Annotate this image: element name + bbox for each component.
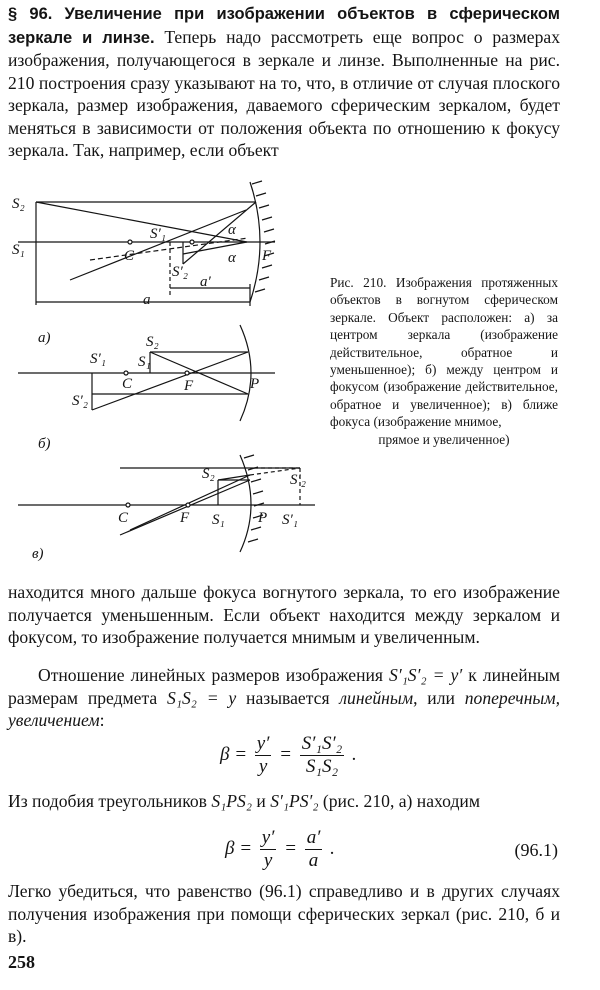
label-a-S2p: S′₂ <box>172 264 188 280</box>
label-a-alpha2: α <box>228 250 236 266</box>
figure-210 <box>0 180 330 575</box>
label-a-C: C <box>124 248 135 264</box>
p2-text-b: к линейным размерам предмета <box>8 665 561 708</box>
f1-end: . <box>352 743 357 765</box>
label-a-F: F <box>262 248 272 264</box>
label-c-S1p: S′₁ <box>282 512 298 528</box>
tag-b: б) <box>38 436 51 452</box>
f1-lhs: β = <box>220 743 248 765</box>
p2-text-a: Отношение линейных размеров изображения <box>38 665 383 685</box>
tag-c: в) <box>32 546 44 562</box>
label-a-S2: S₂ <box>12 196 25 212</box>
paragraph-1: находится много дальше фокуса вогнутого зеркала, то его изображение получается уменьшенным. Если объект находится между зеркалом и фокусом, то изображение получается мнимым и увеличенным. <box>8 582 560 647</box>
paragraph-4: Легко убедиться, что равенство (96.1) справедливо и в других случаях получения изображения при помощи сферических зеркал (рис. 210, б и в). <box>8 881 560 946</box>
equation-number: (96.1) <box>514 840 558 860</box>
tag-a: а) <box>38 330 51 346</box>
label-a-S1p: S′₁ <box>150 226 166 242</box>
label-b-F: F <box>184 378 194 394</box>
paragraph-3 <box>8 790 560 813</box>
p2-term-transverse: поперечным, увеличением <box>8 687 560 730</box>
f1-eq: = <box>279 743 292 765</box>
label-c-P: P <box>258 510 268 526</box>
formula-beta-1 <box>220 733 357 778</box>
section-title: Увеличение при изображении объектов в сферическом зеркале и линзе. <box>8 5 560 47</box>
p3-and: и <box>256 791 266 811</box>
p3-text-a: Из подобия треугольников <box>8 791 207 811</box>
p2-expr-object: S₁S₂ = y <box>167 687 237 708</box>
caption-lead: Рис. 210. <box>330 275 387 290</box>
p2-text-e: : <box>99 710 105 730</box>
f1-frac-s: $\frac{\text{S′₁S′₂}}{\text{S₁S₂}}$ <box>301 733 343 777</box>
p2-text-c: называется <box>246 687 330 708</box>
f2-eq: = <box>284 837 297 859</box>
caption-body: Изображения протяженных объектов в вогнутом сферическом зеркале. Объект расположен: а) за центром зеркала (изображение действительное, обратное и уменьшенное); б) между центром и фокусом (изображение действительное, обратное и увеличенное); в) ближе фокуса (изображение мнимое, <box>330 275 558 430</box>
p3-text-b: (рис. 210, а) находим <box>322 791 480 811</box>
label-a-dist: a <box>143 292 151 308</box>
label-c-C: C <box>118 510 129 526</box>
f1-frac-y: $\frac{y'}{y}$ <box>256 733 270 777</box>
section-text: Теперь надо рассмотреть еще вопрос о размерах изображения, получающегося в зеркале и линзе. Выполненные на рис. 210 построения сразу указывают на то, что, в отличие от случая плоского зеркала, размер изображения, даваемого сферическим зеркалом, будет меняться в зависимости от положения объекта по отношению к фокусу зеркала. Так, например, если объект <box>8 26 561 160</box>
caption-last: прямое и увеличенное) <box>378 431 510 447</box>
p3-triangle-2: S′₁PS′₂ <box>270 791 319 811</box>
f2-frac-y: $\frac{y'}{y}$ <box>261 827 275 871</box>
label-c-F: F <box>180 510 190 526</box>
figure-caption <box>330 274 558 448</box>
label-b-S1: S₁ <box>138 354 151 370</box>
label-b-P: P <box>250 376 260 392</box>
label-c-S2p: S′₂ <box>290 472 306 488</box>
p2-term-linear: линейным <box>339 687 414 708</box>
f2-frac-a: $\frac{a'}{a}$ <box>306 827 321 871</box>
f2-end: . <box>330 837 335 859</box>
f2-lhs: β = <box>225 837 253 859</box>
p3-triangle-1: S₁PS₂ <box>211 791 252 811</box>
p2-text-d: , или <box>413 687 455 708</box>
formula-beta-2 <box>225 827 335 872</box>
label-b-S2p: S′₂ <box>72 393 88 409</box>
label-a-alpha1: α <box>228 222 236 238</box>
label-b-S1p: S′₁ <box>90 351 106 367</box>
paragraph-2 <box>8 664 560 732</box>
p2-expr-image: S′₁S′₂ = y′ <box>389 665 463 685</box>
section-number: § 96. <box>8 5 53 23</box>
label-c-S1: S₁ <box>212 512 225 528</box>
label-c-S2: S₂ <box>202 466 215 482</box>
page-number: 258 <box>8 952 35 972</box>
label-a-S1: S₁ <box>12 242 25 258</box>
label-a-distp: a′ <box>200 274 211 290</box>
label-b-S2: S₂ <box>146 334 159 350</box>
section-paragraph <box>8 2 560 162</box>
label-b-C: C <box>122 376 133 392</box>
